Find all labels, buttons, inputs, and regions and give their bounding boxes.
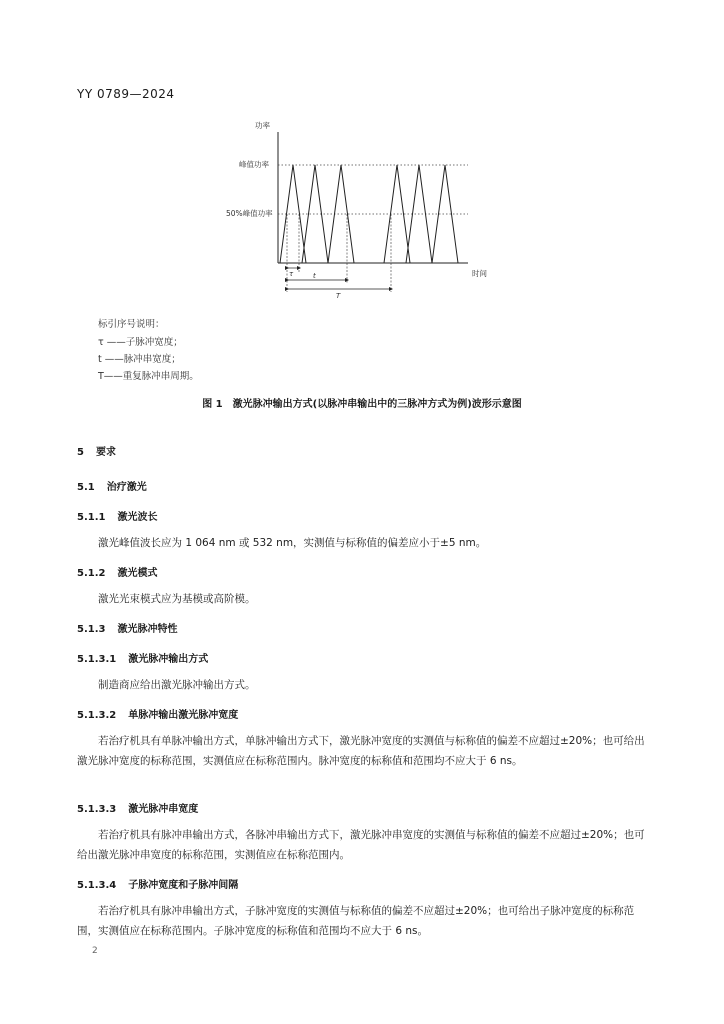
section-heading: 5.1.1 激光波长 (77, 512, 158, 523)
section-heading: 5.1.2 激光模式 (77, 568, 158, 579)
section-heading: 5.1.3.3 激光脉冲串宽度 (77, 804, 199, 815)
legend-item: T——重复脉冲串周期。 (98, 371, 199, 382)
section-heading: 5.1.3.2 单脉冲输出激光脉冲宽度 (77, 710, 239, 721)
half-peak-label: 50%峰值功率 (226, 209, 273, 218)
section-heading: 5.1.3.4 子脉冲宽度和子脉冲间隔 (77, 880, 239, 891)
paragraph: 若治疗机具有单脉冲输出方式，单脉冲输出方式下，激光脉冲宽度的实测值与标称值的偏差不应超过±20%；也可给出激光脉冲宽度的标称范围，实测值应在标称范围内。脉冲宽度的标称值和范围均不应大于 6 ns。 (77, 735, 645, 767)
section-heading: 5.1.3.1 激光脉冲输出方式 (77, 654, 209, 665)
paragraph: 制造商应给出激光脉冲输出方式。 (98, 679, 256, 691)
paragraph: 激光光束模式应为基模或高阶模。 (98, 593, 256, 605)
legend-item: t ——脉冲串宽度； (98, 354, 181, 365)
t-label: t (313, 272, 316, 280)
x-axis-label: 时间 (472, 269, 487, 278)
y-axis-label: 功率 (255, 121, 270, 130)
page-number: 2 (92, 946, 98, 956)
section-heading: 5.1 治疗激光 (77, 482, 147, 493)
section-heading: 5 要求 (77, 447, 116, 458)
T-label: T (336, 292, 341, 300)
section-heading: 5.1.3 激光脉冲特性 (77, 624, 178, 635)
paragraph: 若治疗机具有脉冲串输出方式，子脉冲宽度的实测值与标称值的偏差不应超过±20%；也可给出子脉冲宽度的标称范围，实测值应在标称范围内。子脉冲宽度的标称值和范围均不应大于 6 ns。 (77, 905, 635, 937)
legend-item: τ ——子脉冲宽度； (98, 337, 183, 348)
tau-label: τ (289, 270, 294, 278)
peak-label: 峰值功率 (239, 160, 269, 169)
paragraph: 激光峰值波长应为 1 064 nm 或 532 nm，实测值与标称值的偏差应小于±5 nm。 (98, 537, 487, 549)
document-id: YY 0789—2024 (77, 87, 175, 101)
legend-title: 标引序号说明： (98, 319, 165, 330)
figure-caption: 图 1 激光脉冲输出方式(以脉冲串输出中的三脉冲方式为例)波形示意图 (202, 399, 522, 410)
paragraph: 若治疗机具有脉冲串输出方式，各脉冲串输出方式下，激光脉冲串宽度的实测值与标称值的偏差不应超过±20%；也可给出激光脉冲串宽度的标称范围，实测值应在标称范围内。 (77, 829, 645, 861)
waveform-figure (0, 0, 724, 310)
